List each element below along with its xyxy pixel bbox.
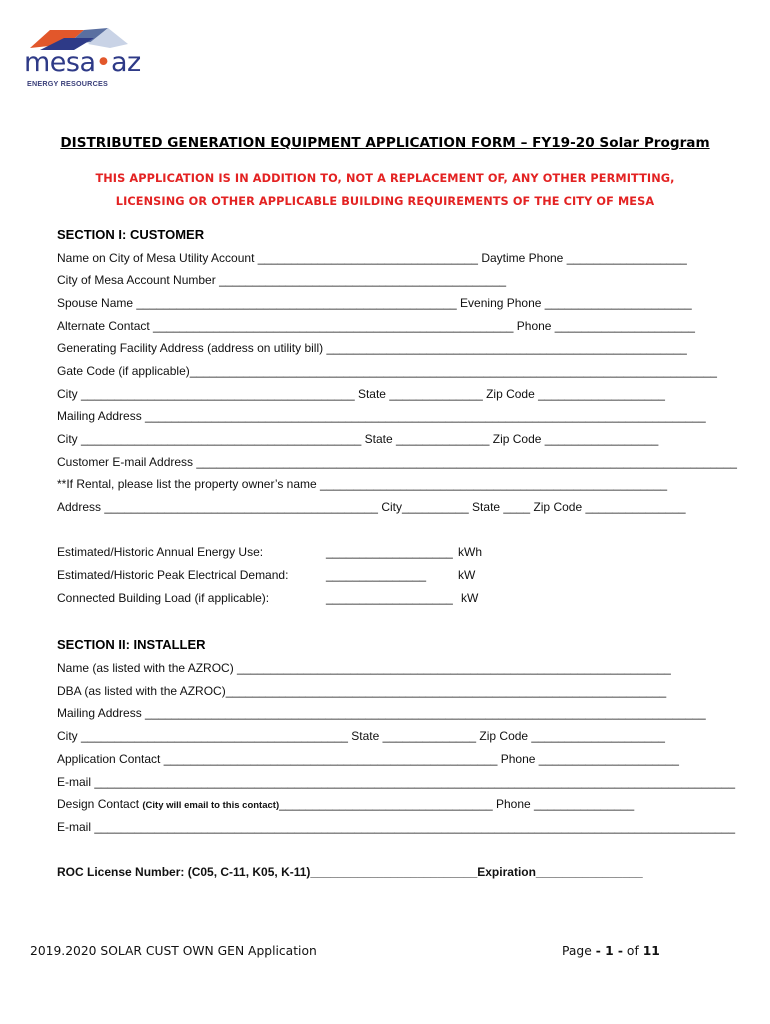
notice-line-2: LICENSING OR OTHER APPLICABLE BUILDING REQUIREMENTS OF THE CITY OF MESA (115, 195, 655, 208)
annual-energy-unit: kWh (458, 545, 482, 559)
alternate-contact-field[interactable]: Alternate Contact ______________________________________________________ Phone _____________________ (57, 319, 695, 333)
owner-address-field[interactable]: Address _________________________________________ City__________ State ____ Zip Code _______________ (57, 500, 686, 514)
city-state-zip-field[interactable]: City _________________________________________ State ______________ Zip Code ___________________ (57, 387, 665, 401)
mailing-address-field[interactable]: Mailing Address ____________________________________________________________________________________ (57, 409, 706, 423)
customer-email-field[interactable]: Customer E-mail Address _________________________________________________________________________________ (57, 455, 737, 469)
footer-document-name: 2019.2020 SOLAR CUST OWN GEN Application (30, 944, 317, 958)
annual-energy-label: Estimated/Historic Annual Energy Use: (57, 545, 264, 559)
form-title: DISTRIBUTED GENERATION EQUIPMENT APPLICATION FORM – FY19-20 Solar Program (60, 135, 710, 151)
customer-name-phone-field[interactable]: Name on City of Mesa Utility Account _________________________________ Daytime Phone __________________ (57, 251, 687, 265)
installer-mailing-address-field[interactable]: Mailing Address ____________________________________________________________________________________ (57, 706, 706, 720)
property-owner-field[interactable]: **If Rental, please list the property owner’s name ____________________________________________________ (57, 477, 668, 491)
roc-license-field[interactable]: ROC License Number: (C05, C-11, K05, K-11)_________________________Expiration________________ (57, 865, 643, 879)
peak-demand-unit: kW (458, 568, 476, 582)
peak-demand-label: Estimated/Historic Peak Electrical Demand: (57, 568, 289, 582)
notice-line-1: THIS APPLICATION IS IN ADDITION TO, NOT A REPLACEMENT OF, ANY OTHER PERMITTING, (95, 172, 675, 185)
footer-page-number: Page - 1 - of 11 (562, 944, 660, 958)
logo-tagline: ENERGY RESOURCES (27, 79, 108, 88)
application-contact-field[interactable]: Application Contact __________________________________________________ Phone _____________________ (57, 752, 679, 766)
building-load-field[interactable]: ___________________ (326, 591, 453, 605)
installer-city-state-zip-field[interactable]: City ________________________________________ State ______________ Zip Code ____________________ (57, 729, 665, 743)
facility-address-field[interactable]: Generating Facility Address (address on utility bill) ______________________________________________________ (57, 341, 687, 355)
design-contact-blanks: ________________________________ Phone _______________ (279, 797, 635, 811)
logo-wordmark: mesa•az (24, 47, 141, 78)
installer-email-field[interactable]: E-mail ________________________________________________________________________________________________ (57, 775, 736, 789)
building-load-label: Connected Building Load (if applicable): (57, 591, 270, 605)
design-contact-email-field[interactable]: E-mail ________________________________________________________________________________________________ (57, 820, 736, 834)
design-contact-note: (City will email to this contact) (142, 800, 280, 811)
section-customer-heading: SECTION I: CUSTOMER (57, 227, 205, 242)
design-contact-label: Design Contact (57, 797, 143, 811)
building-load-unit: kW (461, 591, 479, 605)
annual-energy-field[interactable]: ___________________ (326, 545, 453, 559)
mailing-city-state-zip-field[interactable]: City __________________________________________ State ______________ Zip Code _________________ (57, 432, 659, 446)
design-contact-field[interactable] (57, 797, 634, 811)
account-number-field[interactable]: City of Mesa Account Number ___________________________________________ (57, 273, 507, 287)
peak-demand-field[interactable]: _______________ (326, 568, 427, 582)
section-installer-heading: SECTION II: INSTALLER (57, 637, 206, 652)
gate-code-field[interactable]: Gate Code (if applicable)_______________________________________________________________________________ (57, 364, 717, 378)
spouse-name-field[interactable]: Spouse Name ________________________________________________ Evening Phone ______________________ (57, 296, 692, 310)
installer-dba-field[interactable]: DBA (as listed with the AZROC)__________________________________________________________________ (57, 684, 667, 698)
installer-name-field[interactable]: Name (as listed with the AZROC) _________________________________________________________________ (57, 661, 671, 675)
